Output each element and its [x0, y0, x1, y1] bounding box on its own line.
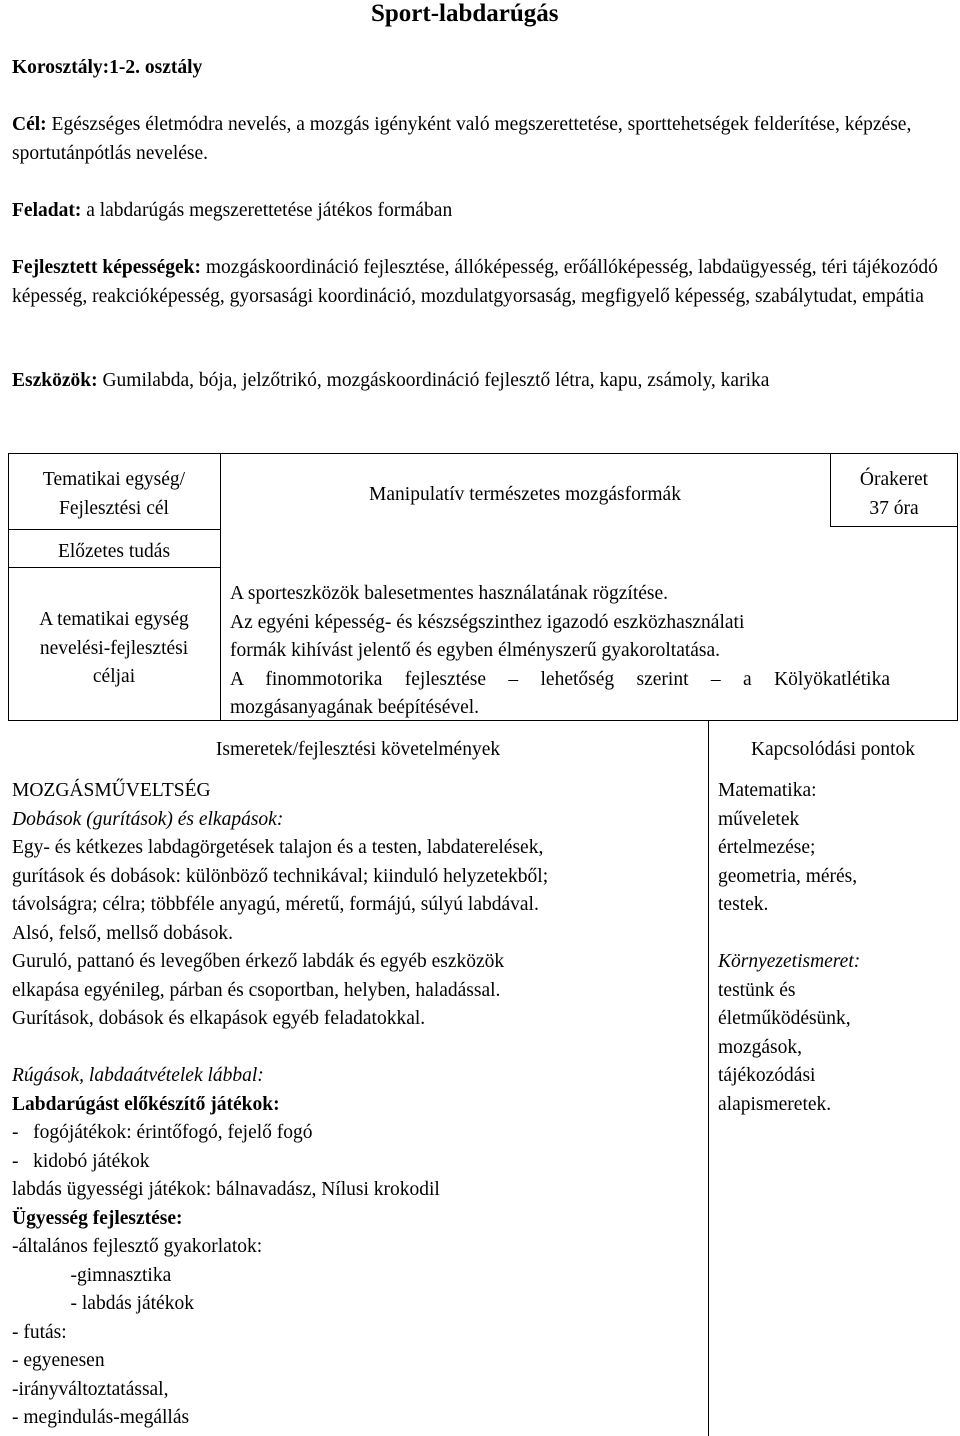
connection-line: testünk és [718, 979, 796, 1001]
task-label: Feladat: [12, 200, 82, 221]
goals-line: Az egyéni képesség- és készségszinthez igazodó eszközhasználati [230, 611, 745, 633]
connection-line: alapismeretek. [718, 1093, 832, 1115]
requirement-line: - egyenesen [12, 1350, 105, 1371]
connection-line: életműködésünk, [718, 1008, 851, 1029]
divider [830, 526, 958, 527]
divider [708, 720, 709, 1436]
requirements-header: Ismeretek/fejlesztési követelmények [215, 739, 501, 760]
spacer [12, 1034, 548, 1063]
divider [8, 529, 220, 530]
requirement-line: - kidobó játékok [12, 1150, 150, 1172]
document-title: Sport-labdarúgás [371, 0, 559, 27]
requirement-line: - megindulás-megállás [12, 1407, 190, 1428]
connections-header: Kapcsolódási pontok [750, 739, 916, 760]
tools-paragraph [12, 367, 948, 396]
requirement-line: -gimnasztika [12, 1264, 172, 1286]
requirement-subheading: Labdarúgást előkészítő játékok: [12, 1093, 280, 1115]
connection-line: tájékozódási [718, 1065, 816, 1086]
goals-label-line: céljai [92, 666, 136, 687]
time-frame [830, 466, 958, 523]
goals-label [8, 606, 220, 692]
goal-paragraph [12, 111, 948, 168]
goals-text [230, 580, 890, 723]
connection-line: geometria, mérés, [718, 865, 858, 887]
goals-line: mozgásanyagának beépítésével. [230, 697, 480, 718]
prior-knowledge-label: Előzetes tudás [57, 541, 171, 562]
time-frame-value: 37 óra [869, 497, 919, 519]
requirement-line: elkapása egyénileg, párban és csoportban, helyben, haladással. [12, 979, 501, 1001]
connection-subject: Környezetismeret: [718, 951, 861, 972]
goals-line: A sporteszközök balesetmentes használatának rögzítése. [230, 583, 669, 604]
requirement-subheading: Dobások (gurítások) és elkapások: [12, 808, 284, 830]
requirement-line: - labdás játékok [12, 1293, 194, 1314]
requirement-line: -általános fejlesztő gyakorlatok: [12, 1236, 263, 1257]
requirement-subheading: Rúgások, labdaátvételek lábbal: [12, 1065, 264, 1086]
time-frame-label: Órakeret [859, 469, 929, 490]
age-group: Korosztály:1-2. osztály [12, 57, 203, 78]
requirement-subheading: Ügyesség fejlesztése: [12, 1207, 183, 1229]
connection-line: testek. [718, 894, 769, 915]
goals-line: A finommotorika fejlesztése – lehetőség szerint – a Kölyökatlétika [230, 668, 890, 690]
connection-line: Matematika: [718, 780, 817, 801]
requirement-line: - fogójátékok: érintőfogó, fejelő fogó [12, 1122, 313, 1143]
tools-label: Eszközök: [12, 370, 98, 391]
goals-label-line: A tematikai egység [39, 609, 189, 630]
requirements-text [12, 777, 548, 1433]
table-top-border [8, 453, 958, 454]
connection-line: mozgások, [718, 1036, 802, 1058]
requirement-line: MOZGÁSMŰVELTSÉG [12, 780, 211, 801]
skills-label: Fejlesztett képességek: [12, 257, 201, 278]
connections-text [718, 777, 860, 1119]
requirement-line: távolságra; célra; többféle anyagú, méretű, formájú, súlyú labdával. [12, 894, 539, 915]
requirement-line: labdás ügyességi játékok: bálnavadász, Nílusi krokodil [12, 1179, 440, 1200]
skills-text: mozgáskoordináció fejlesztése, állóképesség, erőállóképesség, labdaügyesség, téri tájékozódó képesség, reakcióképesség, gyorsasági koordináció, mozdulatgyorsaság, megfigyelő képesség, szabálytudat, empátia [12, 257, 938, 307]
thematic-unit-label-line: Fejlesztési cél [59, 497, 169, 519]
unit-title: Manipulatív természetes mozgásformák [369, 484, 681, 505]
connection-line: értelmezése; [718, 837, 816, 858]
connection-line: műveletek [718, 808, 800, 830]
requirement-line: gurítások és dobások: különböző technikával; kiinduló helyzetekből; [12, 865, 549, 887]
goals-label-line: nevelési-fejlesztési [39, 637, 189, 659]
requirement-line: Alsó, felső, mellső dobások. [12, 922, 233, 944]
requirement-line: Egy- és kétkezes labdagörgetések talajon és a testen, labdaterelések, [12, 837, 544, 858]
requirement-line: - futás: [12, 1321, 67, 1343]
requirement-line: Gurítások, dobások és elkapások egyéb feladatokkal. [12, 1008, 426, 1029]
task-text: a labdarúgás megszerettetése játékos formában [81, 200, 453, 221]
tools-text: Gumilabda, bója, jelzőtrikó, mozgáskoordináció fejlesztő létra, kapu, zsámoly, karika [97, 370, 770, 391]
goal-label: Cél: [12, 114, 47, 135]
thematic-unit-label [8, 466, 220, 523]
goal-text: Egészséges életmódra nevelés, a mozgás igényként való megszerettetése, sporttehetségek felderítése, képzése, sportutánpótlás nevelése. [12, 114, 912, 164]
spacer [718, 920, 860, 949]
requirement-line: Guruló, pattanó és levegőben érkező labdák és egyéb eszközök [12, 951, 505, 972]
skills-paragraph [12, 254, 948, 311]
divider [8, 567, 220, 568]
thematic-unit-label-line: Tematikai egység/ [42, 469, 186, 490]
requirement-line: -irányváltoztatással, [12, 1378, 169, 1400]
task-paragraph [12, 197, 948, 226]
goals-line: formák kihívást jelentő és egyben élményszerű gyakoroltatása. [230, 640, 721, 661]
